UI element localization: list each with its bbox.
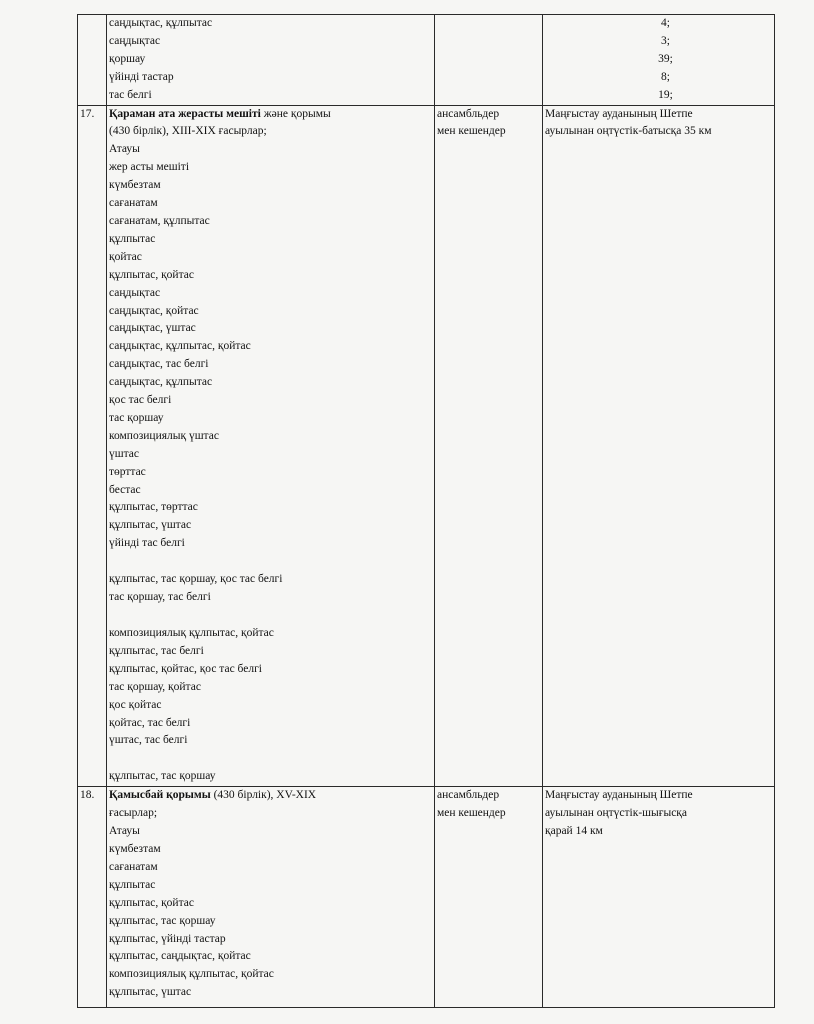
- type-text: мен кешендер: [437, 125, 506, 138]
- item-count: 4;: [661, 17, 670, 29]
- list-item: [109, 553, 432, 571]
- list-item: құлпытас, үштас: [109, 519, 192, 532]
- number-cell: [78, 15, 107, 106]
- list-item: қос қойтас: [109, 698, 162, 711]
- list-item: құлпытас, үштас: [109, 986, 192, 999]
- list-item: құлпытас, қойтас: [109, 268, 194, 281]
- list-item: сағанатам: [109, 860, 158, 873]
- list-item: саңдықтас, құлпытас: [109, 376, 213, 389]
- type-text: мен кешендер: [437, 807, 506, 820]
- list-item: қойтас, тас белгі: [109, 716, 191, 729]
- list-item: Атауы: [109, 143, 140, 156]
- list-item: үйінді тастар: [109, 70, 174, 83]
- type-cell: [435, 105, 543, 787]
- type-text: ансамбльдер: [437, 107, 500, 120]
- list-item: бестас: [109, 483, 141, 496]
- list-item: төрттас: [109, 465, 146, 478]
- list-item: композициялық үштас: [109, 429, 219, 442]
- location-text: ауылынан оңтүстік-шығысқа: [545, 807, 687, 820]
- list-item: үштас, тас белгі: [109, 734, 188, 747]
- row-number: [78, 105, 107, 787]
- type-cell: [435, 15, 543, 106]
- list-item: саңдықтас: [109, 34, 161, 47]
- list-item: композициялық құлпытас, қойтас: [109, 968, 274, 981]
- list-item: құлпытас, үйінді тастар: [109, 932, 226, 945]
- table-row-continued: [78, 15, 775, 106]
- list-item: күмбезтам: [109, 179, 161, 192]
- list-item: қойтас: [109, 250, 142, 263]
- name-cell: [107, 15, 435, 106]
- list-item: құлпытас, тас қоршау: [109, 770, 216, 783]
- list-item: құлпытас, тас қоршау, қос тас белгі: [109, 573, 283, 586]
- list-item: саңдықтас, үштас: [109, 322, 196, 335]
- location-text: Маңғыстау ауданының Шетпе: [545, 789, 693, 802]
- list-item: қос тас белгі: [109, 394, 172, 407]
- monument-title-bold: Қамысбай қорымы: [109, 789, 211, 802]
- table-row-17: [78, 105, 775, 787]
- monument-title: [109, 106, 432, 124]
- list-item: тас қоршау, қойтас: [109, 680, 201, 693]
- row-number-text: 18.: [80, 789, 95, 802]
- location-text: Маңғыстау ауданының Шетпе: [545, 107, 693, 120]
- list-item: [109, 607, 432, 625]
- row-number-text: 17.: [80, 107, 95, 120]
- type-cell: [435, 787, 543, 1008]
- list-item: құлпытас, қойтас: [109, 896, 194, 909]
- list-item: құлпытас: [109, 232, 156, 245]
- list-item: қоршау: [109, 52, 146, 65]
- list-item: сағанатам: [109, 197, 158, 210]
- item-count: 3;: [661, 34, 670, 47]
- list-item: тас қоршау, тас белгі: [109, 591, 211, 604]
- list-item: саңдықтас: [109, 286, 161, 299]
- location-text: қарай 14 км: [545, 825, 603, 838]
- list-item: тас белгі: [109, 88, 152, 101]
- row-number: [78, 787, 107, 1008]
- list-item: үйінді тас белгі: [109, 537, 185, 550]
- name-cell: [107, 105, 435, 787]
- monuments-table: [77, 14, 775, 1008]
- type-text: ансамбльдер: [437, 789, 500, 802]
- location-cell: [543, 787, 775, 1008]
- item-list: [109, 141, 432, 786]
- count-cell: [543, 15, 775, 106]
- list-item: Атауы: [109, 825, 140, 838]
- list-item: тас қоршау: [109, 411, 164, 424]
- monument-title: [109, 787, 432, 805]
- list-item: саңдықтас, тас белгі: [109, 358, 209, 371]
- item-count: 8;: [661, 70, 670, 83]
- name-cell: [107, 787, 435, 1008]
- list-item: саңдықтас, құлпытас, қойтас: [109, 340, 251, 353]
- list-item: үштас: [109, 447, 139, 460]
- list-item: сағанатам, құлпытас: [109, 214, 210, 227]
- monument-title-rest: (430 бірлік), XV-XIX: [210, 789, 317, 802]
- list-item: құлпытас, тас қоршау: [109, 914, 216, 927]
- item-count: 19;: [658, 88, 673, 101]
- item-list: [109, 823, 432, 1002]
- monument-title-line2: ғасырлар;: [109, 807, 158, 820]
- list-item: құлпытас, саңдықтас, қойтас: [109, 950, 251, 963]
- list-item: [109, 750, 432, 768]
- list-item: жер асты мешіті: [109, 161, 190, 174]
- monument-title-rest: және қорымы: [260, 107, 331, 120]
- item-count: 39;: [658, 52, 673, 65]
- monument-title-line2: (430 бірлік), XIII-XIX ғасырлар;: [109, 125, 267, 138]
- list-item: саңдықтас, қойтас: [109, 304, 199, 317]
- list-item: композициялық құлпытас, қойтас: [109, 627, 274, 639]
- monument-title-bold: Қараман ата жерасты мешіті: [109, 107, 261, 120]
- list-item: құлпытас, төрттас: [109, 501, 198, 514]
- list-item: құлпытас, қойтас, қос тас белгі: [109, 662, 263, 675]
- location-text: ауылынан оңтүстік-батысқа 35 км: [545, 125, 712, 138]
- list-item: күмбезтам: [109, 842, 161, 855]
- list-item: құлпытас: [109, 878, 156, 891]
- list-item: саңдықтас, құлпытас: [109, 17, 213, 29]
- table-row-18: [78, 787, 775, 1008]
- location-cell: [543, 105, 775, 787]
- list-item: құлпытас, тас белгі: [109, 644, 204, 657]
